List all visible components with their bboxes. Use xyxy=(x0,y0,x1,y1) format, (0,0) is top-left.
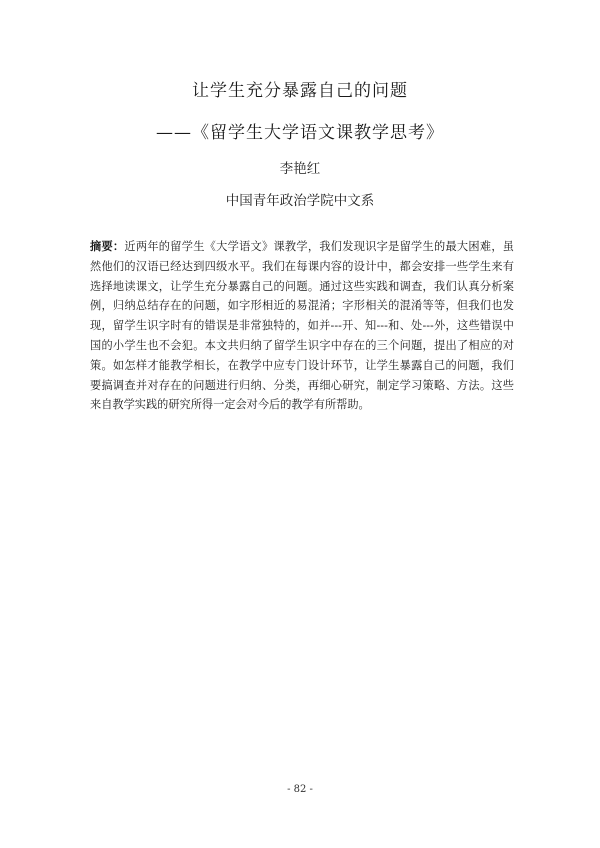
author-name: 李艳红 xyxy=(279,161,321,177)
abstract-text: 近两年的留学生《大学语文》课教学，我们发现识字是留学生的最大困难，虽然他们的汉语已经达到四级水平。我们在每课内容的设计中，都会安排一些学生来有选择地读课文，让学生充分暴露自己的问题。通过这些实践和调查，我们认真分析案例，归纳总结存在的问题，如字形相近的易混淆；字形相关的混淆等等，但我们也发现，留学生识字时有的错误是非常独特的，如并---开、知---和、处---外，这些错误中国的小学生也不会犯。本文共归纳了留学生识字中存在的三个问题，提出了相应的对策。如怎样才能教学相长，在教学中应专门设计环节，让学生暴露自己的问题，我们要搞调查并对存在的问题进行归纳、分类，再细心研究，制定学习策略、方法。这些来自教学实践的研究所得一定会对今后的教学有所帮助。 xyxy=(90,240,514,412)
page-number: - 82 - xyxy=(287,784,313,795)
paper-subtitle: ——《留学生大学语文课教学思考》 xyxy=(156,123,444,143)
abstract xyxy=(90,237,514,415)
paper-title: 让学生充分暴露自己的问题 xyxy=(192,81,408,101)
author-affiliation: 中国青年政治学院中文系 xyxy=(225,193,375,209)
abstract-label: 摘要： xyxy=(90,239,125,253)
